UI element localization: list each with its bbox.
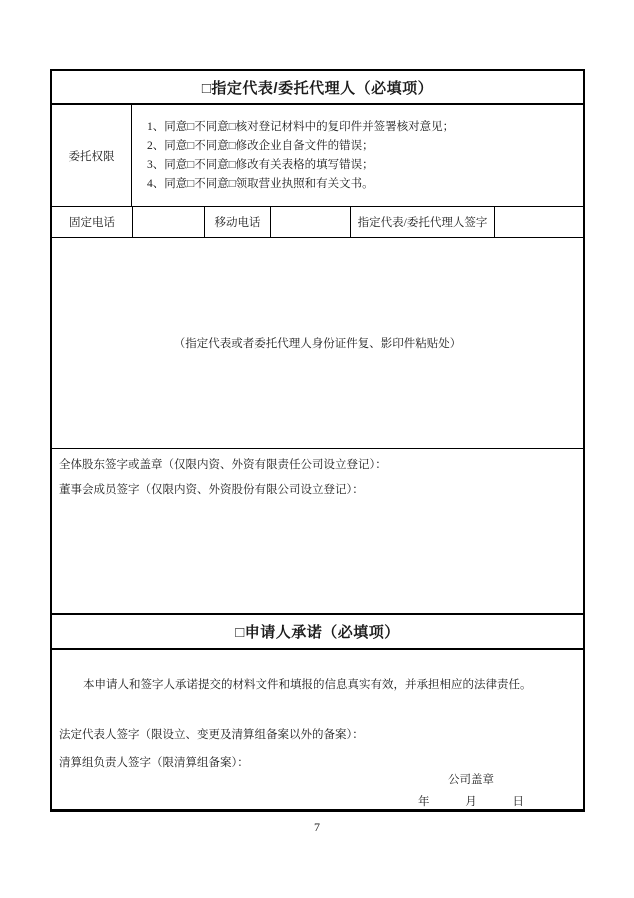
id-paste-area: [52, 238, 583, 449]
mobile-phone-value-cell: [271, 207, 351, 237]
fixed-phone-value-cell: [133, 207, 205, 237]
agent-signature-label: 指定代表/委托代理人签字: [357, 217, 488, 229]
fixed-phone-label-cell: [52, 207, 133, 237]
shareholder-signature-line: 全体股东签字或盖章（仅限内资、外资有限责任公司设立登记）：: [59, 459, 387, 471]
authority-item-4: 4、同意□不同意□领取营业执照和有关文书。: [147, 177, 374, 190]
authority-row: [52, 105, 583, 207]
authority-item-2: 2、同意□不同意□修改企业自备文件的错误；: [147, 139, 374, 152]
company-seal-block: [415, 771, 527, 809]
authority-label: 委托权限: [68, 150, 115, 163]
date-year-label: 年: [418, 796, 430, 808]
date-month-label: 月: [465, 796, 477, 808]
section1-title: □指定代表/委托代理人（必填项）: [201, 79, 434, 97]
mobile-phone-label-cell: [205, 207, 271, 237]
section1-title-row: [52, 71, 583, 105]
authority-item-1: 1、同意□不同意□核对登记材料中的复印件并签署核对意见；: [147, 120, 455, 133]
authority-item-3: 3、同意□不同意□修改有关表格的填写错误；: [147, 158, 374, 171]
company-seal-label: 公司盖章: [448, 774, 494, 786]
shareholders-signature-area: [52, 449, 583, 615]
date-day-label: 日: [512, 796, 524, 808]
board-signature-line: 董事会成员签字（仅限内资、外资股份有限公司设立登记）：: [59, 484, 364, 496]
section2-title: □申请人承诺（必填项）: [235, 624, 400, 641]
phone-signature-row: [52, 207, 583, 238]
section2-title-row: [52, 615, 583, 650]
registration-form-table: [50, 69, 585, 812]
agent-signature-value-cell: [495, 207, 583, 237]
date-line: [415, 793, 527, 809]
page-number: 7: [314, 820, 320, 834]
id-paste-note: （指定代表或者委托代理人身份证件复、影印件粘贴处）: [173, 338, 462, 350]
authority-items-cell: [132, 105, 583, 206]
agent-signature-label-cell: [351, 207, 495, 237]
fixed-phone-label: 固定电话: [69, 217, 115, 229]
mobile-phone-label: 移动电话: [214, 217, 261, 229]
authority-label-cell: [52, 105, 132, 206]
legal-rep-signature-line: 法定代表人签字（限设立、变更及清算组备案以外的备案）：: [59, 729, 364, 741]
commitment-text: 本申请人和签字人承诺提交的材料文件和填报的信息真实有效，并承担相应的法律责任。: [83, 679, 532, 691]
commitment-area: [52, 650, 583, 809]
liquidation-signature-line: 清算组负责人签字（限清算组备案）：: [59, 757, 249, 769]
